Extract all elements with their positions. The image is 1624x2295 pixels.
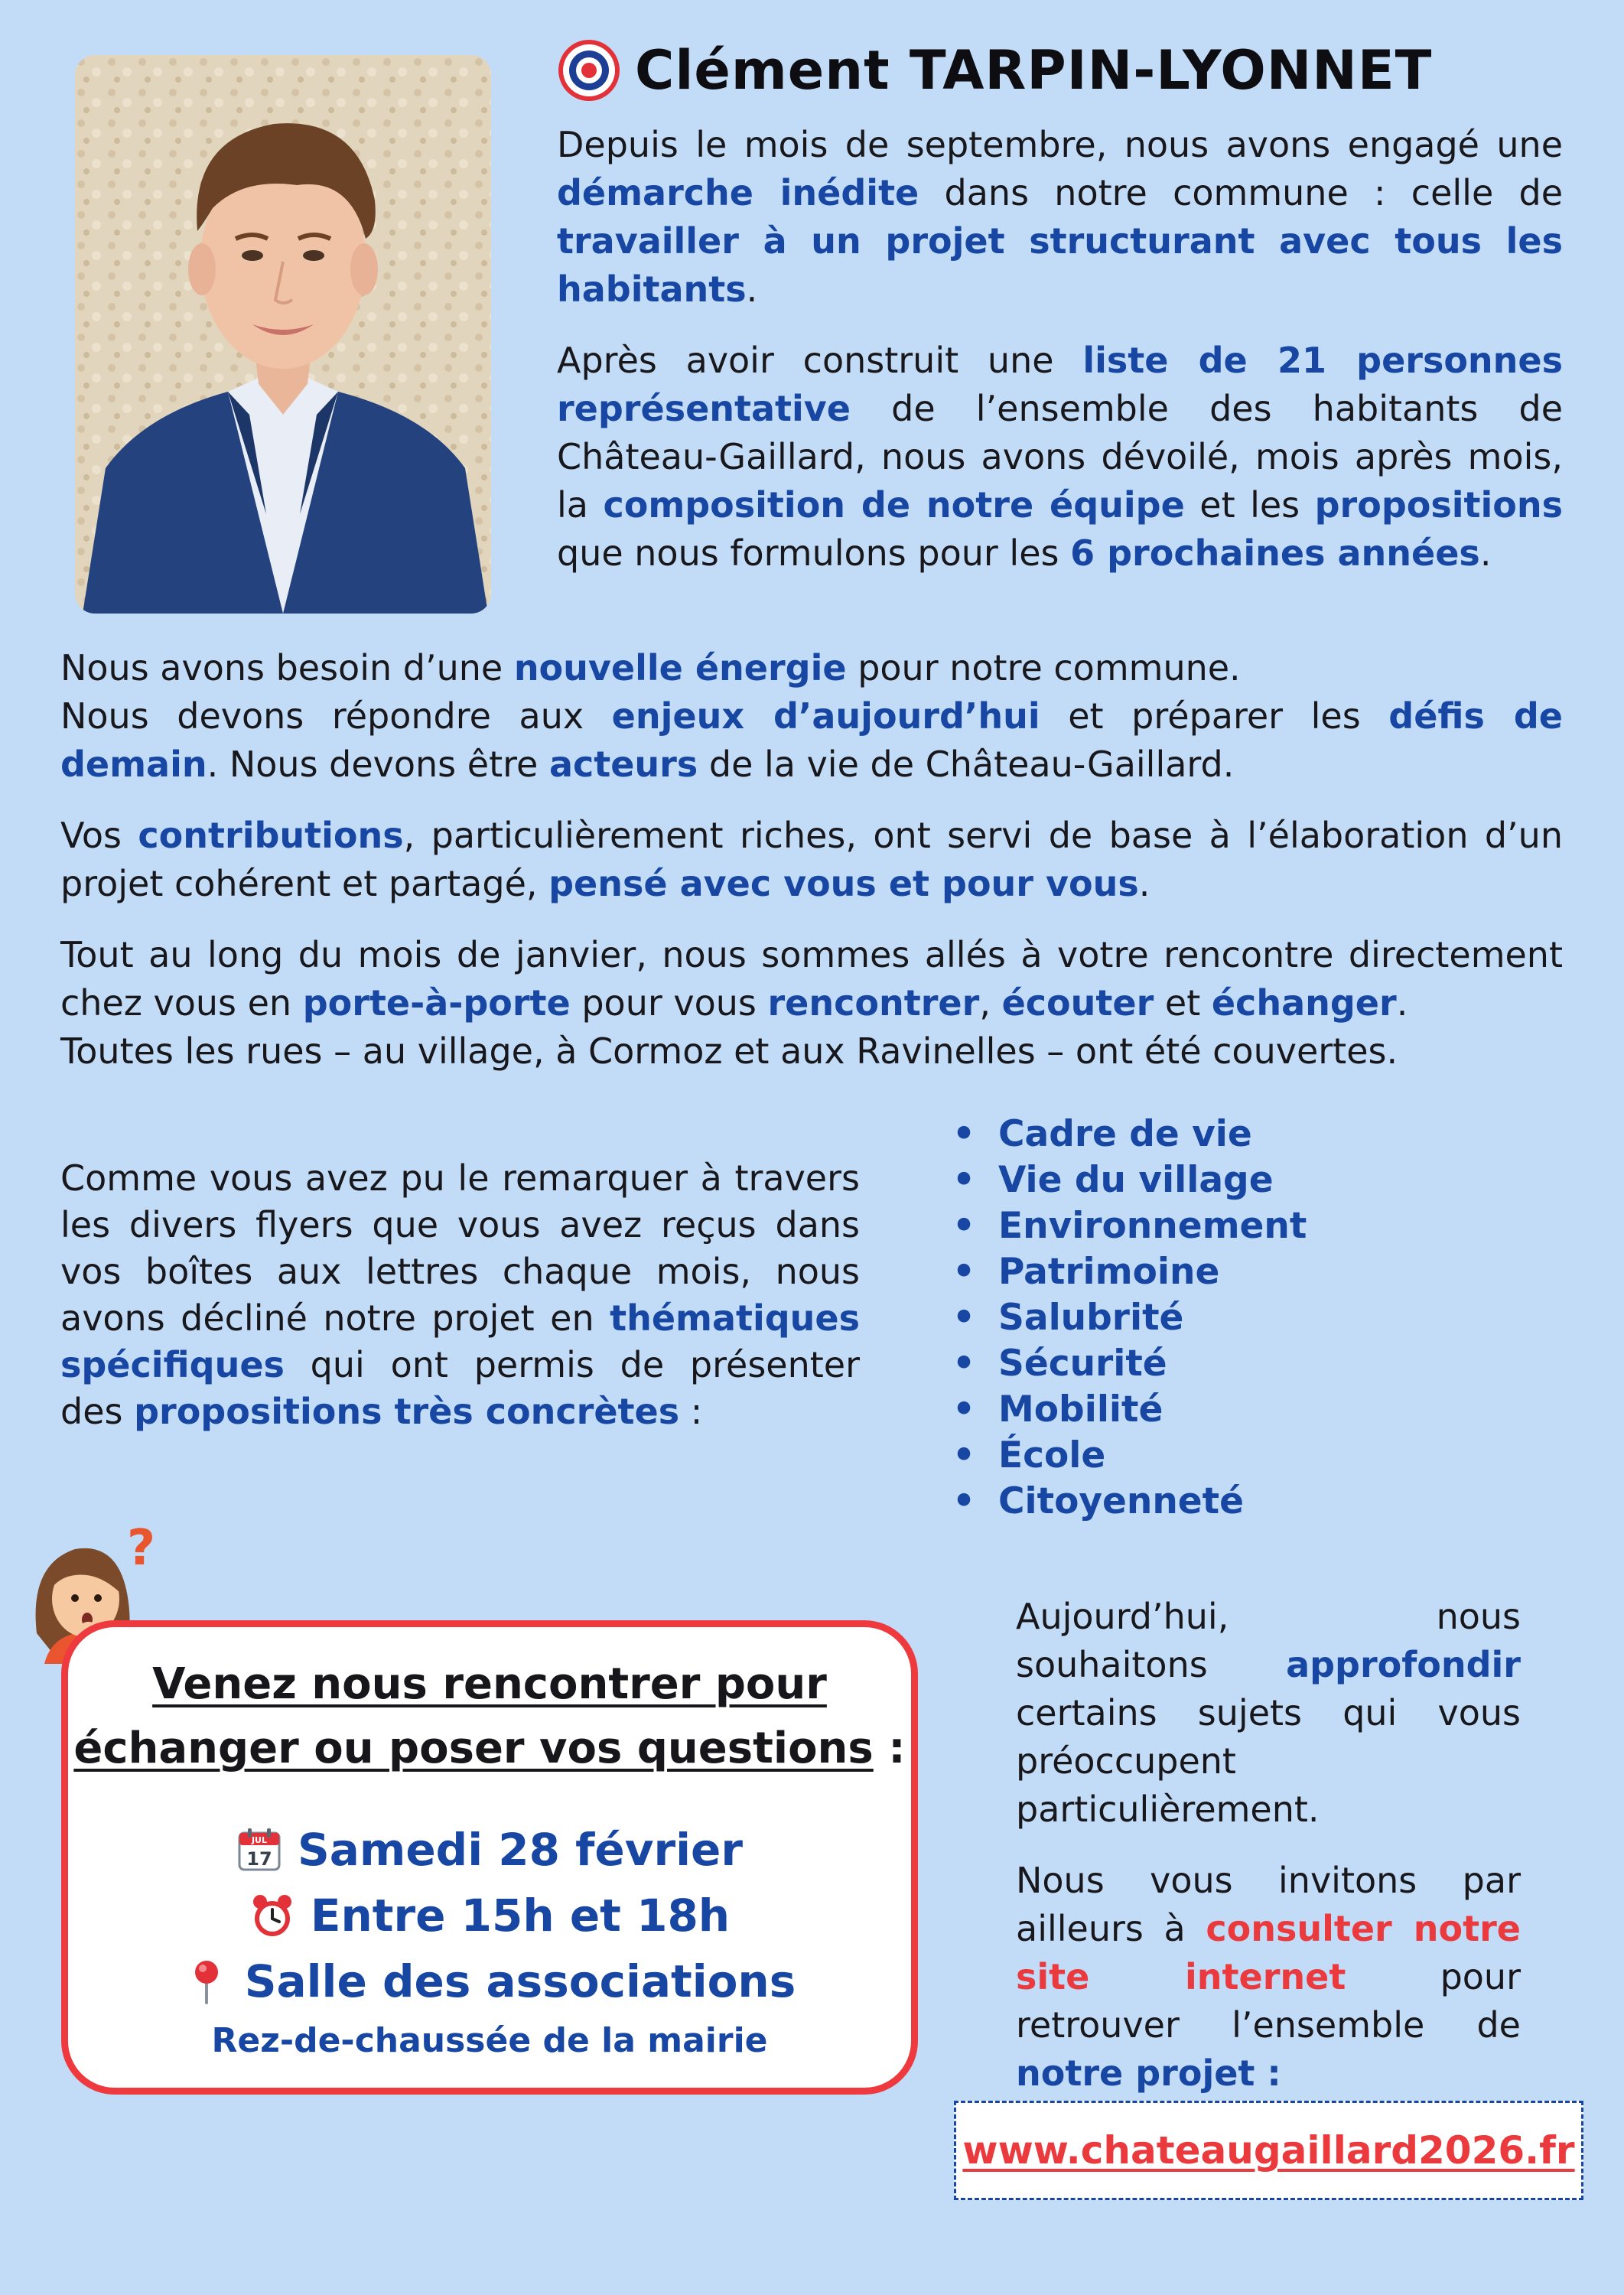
round-pushpin-icon	[184, 1958, 229, 2004]
highlighted-text: défis de demain	[60, 695, 1564, 785]
theme-item: • Environnement	[952, 1203, 1307, 1249]
theme-item: • Citoyenneté	[952, 1479, 1307, 1525]
event-time-text: Entre 15h et 18h	[310, 1890, 731, 1942]
tricolor-rosette-icon	[557, 38, 621, 103]
highlighted-text: notre projet :	[1016, 2052, 1281, 2094]
calendar-icon-month: JUL	[251, 1835, 268, 1845]
text-segment: Nous avons besoin d’une	[60, 647, 514, 688]
text-segment: Vos	[60, 815, 138, 856]
highlighted-text: composition de notre équipe	[603, 484, 1185, 526]
alarm-clock-icon	[249, 1893, 295, 1939]
calendar-icon-day: 17	[246, 1848, 272, 1870]
highlighted-text: contributions	[138, 815, 404, 856]
door-to-door-paragraph	[60, 931, 1563, 1076]
energy-line-2	[60, 695, 1563, 785]
highlighted-text: propositions	[1314, 484, 1563, 526]
question-mark-icon: ?	[127, 1520, 156, 1577]
highlighted-text: nouvelle énergie	[513, 647, 847, 688]
text-segment: et	[1154, 982, 1212, 1024]
highlighted-text: liste de 21 personnes représentative	[557, 340, 1564, 429]
text-segment: :	[679, 1391, 703, 1432]
energy-paragraph	[60, 644, 1563, 789]
door-to-door-line-2	[60, 1030, 1398, 1072]
text-segment: .	[1396, 982, 1408, 1024]
highlighted-text: rencontrer	[767, 982, 980, 1024]
header	[557, 34, 1432, 107]
website-invite-text	[1016, 1593, 1521, 2098]
body-text	[60, 644, 1563, 1076]
intro-paragraph-2	[557, 337, 1563, 578]
text-segment: certains sujets qui vous préoccupent particulièrement.	[1016, 1692, 1521, 1830]
text-segment: de l’ensemble des habitants de Château-Gaillard, nous avons dévoilé, mois après mois, la	[557, 388, 1563, 526]
calendar-icon	[236, 1827, 282, 1873]
highlighted-text: pensé avec vous et pour vous	[548, 863, 1139, 904]
text-segment: . Nous devons être	[207, 744, 549, 785]
door-to-door-line-1	[60, 934, 1563, 1024]
text-segment: pour retrouver l’ensemble de	[1016, 1956, 1521, 2046]
deepen-paragraph	[1016, 1593, 1521, 1834]
event-place	[61, 1951, 918, 2012]
text-segment: ,	[979, 982, 1002, 1024]
event-place-subtitle: Rez-de-chaussée de la mairie	[211, 2020, 768, 2060]
intro-text	[557, 121, 1563, 578]
highlighted-text: échanger	[1211, 982, 1397, 1024]
event-date	[61, 1819, 918, 1880]
themes-list	[952, 1112, 1307, 1525]
text-segment: Tout au long du mois de janvier, nous sommes allés à votre rencontre directement chez vous en	[60, 934, 1563, 1024]
website-box	[954, 2101, 1583, 2200]
themes-intro-text	[60, 1155, 860, 1435]
theme-item: • Salubrité	[952, 1295, 1307, 1341]
text-segment: et préparer les	[1040, 695, 1389, 737]
highlighted-text: écouter	[1001, 982, 1154, 1024]
text-segment: Toutes les rues – au village, à Cormoz et aux Ravinelles – ont été couvertes.	[60, 1030, 1398, 1072]
text-segment: Aujourd’hui, nous souhaitons	[1016, 1596, 1521, 1685]
text-segment: que nous formulons pour les	[557, 532, 1071, 574]
theme-item: • Patrimoine	[952, 1249, 1307, 1295]
energy-line-1	[60, 647, 1241, 688]
text-segment: qui ont permis de présenter des	[60, 1344, 860, 1432]
highlighted-text: acteurs	[548, 744, 698, 785]
event-time	[61, 1885, 918, 1946]
text-segment: Après avoir construit une	[557, 340, 1083, 381]
highlighted-text: travailler à un projet structurant avec tous les habitants	[557, 220, 1563, 310]
candidate-name: Clément TARPIN-LYONNET	[635, 39, 1433, 102]
event-date-text: Samedi 28 février	[298, 1824, 743, 1876]
highlighted-text: enjeux d’aujourd’hui	[611, 695, 1040, 737]
text-segment: Comme vous avez pu le remarquer à travers les divers flyers que vous avez reçus dans vos boîtes aux lettres chaque mois, nous avons décliné notre projet en	[60, 1157, 860, 1339]
text-segment: pour vous	[570, 982, 768, 1024]
text-segment: .	[746, 269, 758, 310]
website-paragraph	[1016, 1857, 1521, 2098]
invitation-title	[61, 1652, 918, 1781]
theme-item: • Cadre de vie	[952, 1112, 1307, 1157]
highlighted-text: approfondir	[1286, 1644, 1521, 1685]
text-segment: dans notre commune : celle de	[919, 172, 1564, 213]
highlighted-text: 6 prochaines années	[1070, 532, 1480, 574]
candidate-photo	[75, 55, 491, 614]
highlighted-text: propositions très concrètes	[134, 1391, 680, 1432]
text-segment: .	[1138, 863, 1150, 904]
text-segment: , particulièrement riches, ont servi de base à l’élaboration d’un projet cohérent et partagé,	[60, 815, 1563, 904]
text-segment: Nous vous invitons par ailleurs à	[1016, 1860, 1521, 1949]
highlighted-text: consulter notre site internet	[1016, 1908, 1521, 1997]
theme-item: • Vie du village	[952, 1157, 1307, 1203]
text-segment: .	[1479, 532, 1492, 574]
text-segment: Depuis le mois de septembre, nous avons engagé une	[557, 124, 1563, 165]
website-link[interactable]: www.chateaugaillard2026.fr	[962, 2128, 1575, 2173]
theme-item: • École	[952, 1433, 1307, 1479]
invitation-title-colon: :	[873, 1724, 906, 1773]
event-place-text: Salle des associations	[244, 1955, 796, 2007]
text-segment: et les	[1184, 484, 1315, 526]
theme-item: • Sécurité	[952, 1341, 1307, 1387]
text-segment: de la vie de Château-Gaillard.	[698, 744, 1235, 785]
theme-item: • Mobilité	[952, 1387, 1307, 1433]
intro-paragraph-1	[557, 121, 1563, 314]
invitation-title-line-2: échanger ou poser vos questions	[73, 1724, 874, 1773]
invitation-title-line-1: Venez nous rencontrer pour	[152, 1659, 827, 1709]
highlighted-text: démarche inédite	[557, 172, 919, 213]
highlighted-text: thématiques spécifiques	[60, 1297, 860, 1385]
contributions-paragraph	[60, 812, 1563, 908]
highlighted-text: porte-à-porte	[302, 982, 571, 1024]
text-segment: pour notre commune.	[846, 647, 1241, 688]
text-segment: Nous devons répondre aux	[60, 695, 612, 737]
